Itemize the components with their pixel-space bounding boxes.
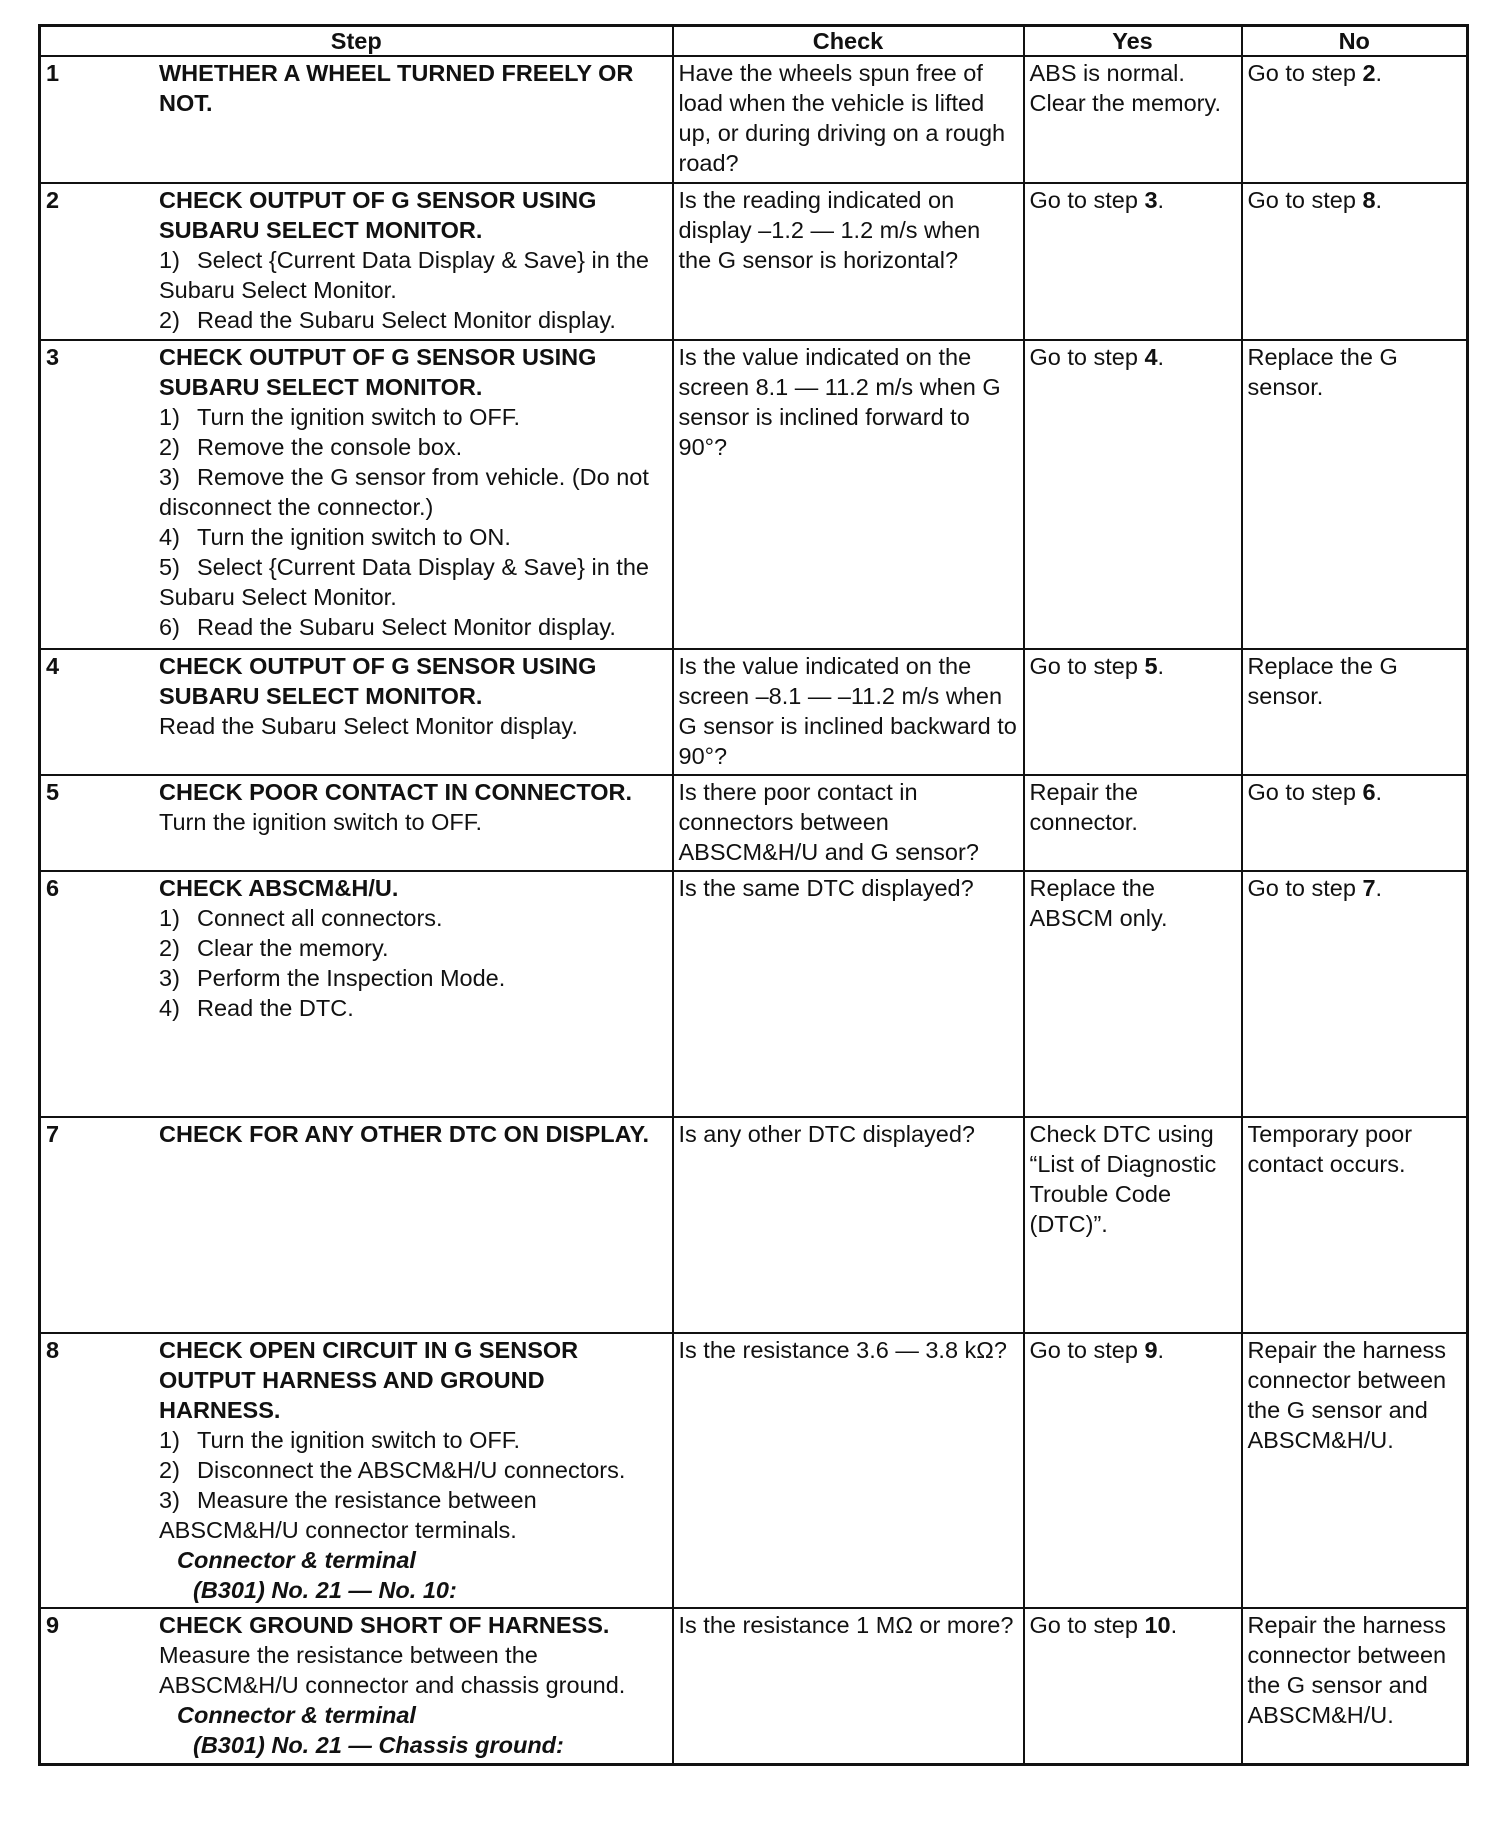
substep-index: 3): [159, 1487, 180, 1513]
connector-label: Connector & terminal: [177, 1702, 416, 1728]
answer-text: Replace the ABSCM only.: [1029, 875, 1168, 931]
yes-cell: [1024, 649, 1242, 775]
answer-suffix: .: [1170, 1612, 1178, 1638]
no-cell: [1242, 871, 1468, 1117]
yes-cell: [1024, 1333, 1242, 1608]
substep-text: Turn the ignition switch to ON.: [197, 524, 511, 550]
substep-text: Disconnect the ABSCM&H/U connectors.: [197, 1457, 626, 1483]
answer-text: Repair the connector.: [1029, 779, 1138, 835]
yes-cell: [1024, 775, 1242, 871]
step-substep: [159, 432, 664, 462]
yes-cell: [1024, 1608, 1242, 1764]
substep-text: Read the Subaru Select Monitor display.: [197, 614, 616, 640]
answer-prefix: Go to step: [1247, 60, 1363, 86]
step-substep: [159, 522, 664, 552]
step-number: 3: [46, 344, 60, 370]
answer-prefix: Go to step: [1029, 344, 1145, 370]
substep-text: Select {Current Data Display & Save} in the Subaru Select Monitor.: [159, 247, 649, 303]
table-row: [40, 871, 1468, 1117]
answer-text: Check DTC using “List of Diagnostic Trouble Code (DTC)”.: [1029, 1121, 1217, 1237]
step-instruction: Measure the resistance between the ABSCM&H/U connector and chassis ground.: [159, 1642, 626, 1698]
substep-text: Select {Current Data Display & Save} in the Subaru Select Monitor.: [159, 554, 649, 610]
step-cell: [40, 1117, 673, 1333]
step-cell: [40, 649, 673, 775]
header-step: Step: [40, 26, 673, 57]
step-body: [159, 1610, 664, 1760]
header-row: [40, 26, 1468, 57]
step-cell: [40, 775, 673, 871]
substep-text: Read the DTC.: [197, 995, 354, 1021]
connector-label: Connector & terminal: [177, 1547, 416, 1573]
substep-text: Connect all connectors.: [197, 905, 443, 931]
step-body: [159, 651, 664, 741]
substep-index: 2): [159, 434, 180, 460]
yes-cell: [1024, 340, 1242, 649]
no-cell: [1242, 1117, 1468, 1333]
answer-prefix: Go to step: [1247, 187, 1363, 213]
step-number: 4: [46, 653, 60, 679]
step-instruction: Read the Subaru Select Monitor display.: [159, 713, 578, 739]
no-cell: [1242, 1608, 1468, 1764]
table-row: [40, 1117, 1468, 1333]
answer-text: Temporary poor contact occurs.: [1247, 1121, 1413, 1177]
answer-text: ABS is normal. Clear the memory.: [1029, 60, 1222, 116]
step-title: CHECK OUTPUT OF G SENSOR USING SUBARU SELECT MONITOR.: [159, 653, 597, 709]
answer-prefix: Go to step: [1247, 779, 1363, 805]
substep-index: 3): [159, 965, 180, 991]
answer-text: Repair the harness connector between the G sensor and ABSCM&H/U.: [1247, 1612, 1447, 1728]
substep-index: 3): [159, 464, 180, 490]
substep-index: 1): [159, 905, 180, 931]
table-row: [40, 56, 1468, 183]
answer-prefix: Go to step: [1247, 875, 1363, 901]
step-substep: [159, 933, 664, 963]
step-title: WHETHER A WHEEL TURNED FREELY OR NOT.: [159, 60, 634, 116]
diagnostic-table: [38, 24, 1469, 1766]
table-row: [40, 775, 1468, 871]
substep-index: 1): [159, 1427, 180, 1453]
answer-text: Replace the G sensor.: [1247, 653, 1398, 709]
substep-index: 4): [159, 524, 180, 550]
step-substep: [159, 612, 664, 642]
step-instruction: Turn the ignition switch to OFF.: [159, 809, 483, 835]
check-cell: Is any other DTC displayed?: [673, 1117, 1024, 1333]
step-substep: [159, 305, 664, 335]
yes-cell: [1024, 183, 1242, 340]
step-title: CHECK OUTPUT OF G SENSOR USING SUBARU SELECT MONITOR.: [159, 187, 597, 243]
substep-text: Turn the ignition switch to OFF.: [197, 404, 521, 430]
step-number: 1: [46, 60, 60, 86]
answer-step-number: 6: [1362, 779, 1376, 805]
no-cell: [1242, 340, 1468, 649]
table-row: [40, 1333, 1468, 1608]
table-row: [40, 1608, 1468, 1764]
check-cell: Is the value indicated on the screen –8.1 — –11.2 m/s when G sensor is inclined backward to 90°?: [673, 649, 1024, 775]
answer-step-number: 4: [1144, 344, 1158, 370]
answer-suffix: .: [1157, 344, 1165, 370]
step-substep: [159, 245, 664, 305]
step-substep: [159, 903, 664, 933]
step-title: CHECK GROUND SHORT OF HARNESS.: [159, 1612, 610, 1638]
step-substep: [159, 1485, 664, 1545]
substep-text: Clear the memory.: [197, 935, 389, 961]
answer-step-number: 2: [1362, 60, 1376, 86]
header-check: Check: [673, 26, 1024, 57]
table-row: [40, 340, 1468, 649]
step-body: [159, 1119, 664, 1149]
step-title: CHECK ABSCM&H/U.: [159, 875, 399, 901]
answer-step-number: 5: [1144, 653, 1158, 679]
step-cell: [40, 1333, 673, 1608]
substep-index: 1): [159, 247, 180, 273]
step-substep: [159, 963, 664, 993]
check-cell: Have the wheels spun free of load when the vehicle is lifted up, or during driving on a rough road?: [673, 56, 1024, 183]
header-no: No: [1242, 26, 1468, 57]
answer-step-number: 8: [1362, 187, 1376, 213]
header-yes: Yes: [1024, 26, 1242, 57]
substep-text: Perform the Inspection Mode.: [197, 965, 506, 991]
substep-text: Turn the ignition switch to OFF.: [197, 1427, 521, 1453]
table-body: [40, 56, 1468, 1764]
substep-index: 6): [159, 614, 180, 640]
no-cell: [1242, 56, 1468, 183]
answer-suffix: .: [1157, 187, 1165, 213]
connector-terminal: (B301) No. 21 — Chassis ground:: [193, 1732, 564, 1758]
substep-text: Measure the resistance between ABSCM&H/U connector terminals.: [159, 1487, 537, 1543]
step-number: 9: [46, 1612, 60, 1638]
answer-suffix: .: [1157, 653, 1165, 679]
answer-suffix: .: [1375, 875, 1383, 901]
step-substep: [159, 1455, 664, 1485]
step-body: [159, 873, 664, 1023]
no-cell: [1242, 183, 1468, 340]
answer-prefix: Go to step: [1029, 653, 1145, 679]
check-cell: Is the reading indicated on display –1.2 — 1.2 m/s when the G sensor is horizontal?: [673, 183, 1024, 340]
yes-cell: [1024, 871, 1242, 1117]
answer-step-number: 9: [1144, 1337, 1158, 1363]
step-body: [159, 342, 664, 642]
no-cell: [1242, 1333, 1468, 1608]
answer-prefix: Go to step: [1029, 1337, 1145, 1363]
yes-cell: [1024, 56, 1242, 183]
step-cell: [40, 340, 673, 649]
answer-text: Replace the G sensor.: [1247, 344, 1398, 400]
yes-cell: [1024, 1117, 1242, 1333]
check-cell: Is the same DTC displayed?: [673, 871, 1024, 1117]
substep-text: Remove the console box.: [197, 434, 463, 460]
step-cell: [40, 56, 673, 183]
step-title: CHECK POOR CONTACT IN CONNECTOR.: [159, 779, 633, 805]
step-substep: [159, 462, 664, 522]
substep-text: Remove the G sensor from vehicle. (Do not disconnect the connector.): [159, 464, 649, 520]
table-row: [40, 183, 1468, 340]
check-cell: Is there poor contact in connectors between ABSCM&H/U and G sensor?: [673, 775, 1024, 871]
answer-suffix: .: [1375, 60, 1383, 86]
step-number: 2: [46, 187, 60, 213]
step-number: 5: [46, 779, 60, 805]
step-body: [159, 185, 664, 335]
step-number: 6: [46, 875, 60, 901]
answer-suffix: .: [1157, 1337, 1165, 1363]
answer-step-number: 10: [1144, 1612, 1171, 1638]
step-body: [159, 58, 664, 118]
step-cell: [40, 871, 673, 1117]
check-cell: Is the resistance 3.6 — 3.8 kΩ?: [673, 1333, 1024, 1608]
substep-index: 4): [159, 995, 180, 1021]
answer-step-number: 7: [1362, 875, 1376, 901]
step-body: [159, 777, 664, 837]
step-substep: [159, 552, 664, 612]
substep-text: Read the Subaru Select Monitor display.: [197, 307, 616, 333]
diagnostic-table-container: [38, 24, 1466, 1766]
step-number: 8: [46, 1337, 60, 1363]
step-substep: [159, 402, 664, 432]
check-cell: Is the resistance 1 MΩ or more?: [673, 1608, 1024, 1764]
step-body: [159, 1335, 664, 1605]
answer-prefix: Go to step: [1029, 1612, 1145, 1638]
substep-index: 5): [159, 554, 180, 580]
table-row: [40, 649, 1468, 775]
answer-suffix: .: [1375, 779, 1383, 805]
substep-index: 2): [159, 307, 180, 333]
step-title: CHECK OUTPUT OF G SENSOR USING SUBARU SELECT MONITOR.: [159, 344, 597, 400]
answer-text: Repair the harness connector between the G sensor and ABSCM&H/U.: [1247, 1337, 1447, 1453]
step-cell: [40, 183, 673, 340]
check-cell: Is the value indicated on the screen 8.1 — 11.2 m/s when G sensor is inclined forward to 90°?: [673, 340, 1024, 649]
step-cell: [40, 1608, 673, 1764]
connector-terminal: (B301) No. 21 — No. 10:: [193, 1577, 457, 1603]
no-cell: [1242, 775, 1468, 871]
answer-suffix: .: [1375, 187, 1383, 213]
step-title: CHECK FOR ANY OTHER DTC ON DISPLAY.: [159, 1121, 650, 1147]
substep-index: 2): [159, 1457, 180, 1483]
step-title: CHECK OPEN CIRCUIT IN G SENSOR OUTPUT HARNESS AND GROUND HARNESS.: [159, 1337, 579, 1423]
step-substep: [159, 1425, 664, 1455]
substep-index: 2): [159, 935, 180, 961]
step-number: 7: [46, 1121, 60, 1147]
answer-step-number: 3: [1144, 187, 1158, 213]
answer-prefix: Go to step: [1029, 187, 1145, 213]
step-substep: [159, 993, 664, 1023]
no-cell: [1242, 649, 1468, 775]
substep-index: 1): [159, 404, 180, 430]
